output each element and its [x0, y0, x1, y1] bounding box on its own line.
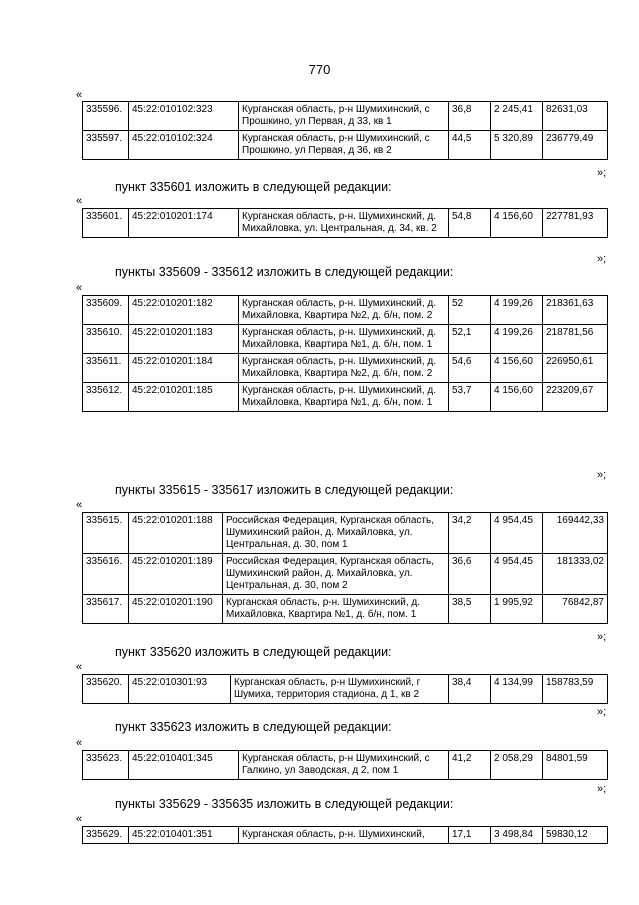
- cell-area: 34,2: [449, 513, 491, 554]
- cell-area: 52: [449, 296, 491, 325]
- cell-price: 3 498,84: [491, 827, 543, 844]
- table-row: [83, 209, 608, 238]
- cell-value: 82631,03: [543, 102, 608, 131]
- cell-value: 84801,59: [543, 751, 608, 780]
- cell-area: 54,6: [449, 354, 491, 383]
- cell-cadastral: 45:22:010201:188: [129, 513, 223, 554]
- table-section-1: [82, 101, 608, 160]
- cell-value: 227781,93: [543, 209, 608, 238]
- amendment-intro: пункты 335615 - 335617 изложить в следующей редакции:: [115, 483, 454, 497]
- cell-value: 218781,56: [543, 325, 608, 354]
- table-section-5: [82, 674, 608, 704]
- cell-num: 335597.: [83, 131, 129, 160]
- close-quote: »;: [597, 783, 607, 795]
- cell-cadastral: 45:22:010201:190: [129, 595, 223, 624]
- cell-price: 4 954,45: [491, 513, 543, 554]
- amendment-intro: пункт 335601 изложить в следующей редакции:: [115, 180, 392, 194]
- cell-num: 335596.: [83, 102, 129, 131]
- cell-price: 4 199,26: [491, 325, 543, 354]
- table-row: [83, 675, 608, 704]
- open-quote: «: [76, 89, 83, 101]
- table-row: [83, 383, 608, 412]
- cell-price: 5 320,89: [491, 131, 543, 160]
- cell-num: 335601.: [83, 209, 129, 238]
- cell-num: 335629.: [83, 827, 129, 844]
- close-quote: »;: [597, 706, 607, 718]
- cell-cadastral: 45:22:010201:184: [129, 354, 239, 383]
- cell-price: 4 134,99: [491, 675, 543, 704]
- cell-price: 4 954,45: [491, 554, 543, 595]
- cell-address: Курганская область, р-н. Шумихинский,: [239, 827, 449, 844]
- cell-cadastral: 45:22:010102:324: [129, 131, 239, 160]
- amendment-intro: пункт 335623 изложить в следующей редакции:: [115, 720, 392, 734]
- cell-num: 335611.: [83, 354, 129, 383]
- cell-value: 59830,12: [543, 827, 608, 844]
- table-row: [83, 325, 608, 354]
- close-quote: »;: [597, 167, 607, 179]
- cell-address: Курганская область, р-н Шумихинский, с Прошкино, ул Первая, д 33, кв 1: [239, 102, 449, 131]
- cell-address: Курганская область, р-н Шумихинский, с Галкино, ул Заводская, д 2, пом 1: [239, 751, 449, 780]
- cell-value: 226950,61: [543, 354, 608, 383]
- cell-cadastral: 45:22:010201:185: [129, 383, 239, 412]
- cell-value: 236779,49: [543, 131, 608, 160]
- table-row: [83, 354, 608, 383]
- cell-price: 4 199,26: [491, 296, 543, 325]
- cell-cadastral: 45:22:010301:93: [129, 675, 231, 704]
- cell-address: Курганская область, р-н. Шумихинский, д. Михайловка, Квартира №1, д. б/н, пом. 1: [239, 325, 449, 354]
- table-section-6: [82, 750, 608, 780]
- open-quote: «: [76, 737, 83, 749]
- cell-cadastral: 45:22:010102:323: [129, 102, 239, 131]
- cell-num: 335617.: [83, 595, 129, 624]
- cell-price: 4 156,60: [491, 383, 543, 412]
- cell-price: 2 245,41: [491, 102, 543, 131]
- cell-area: 41,2: [449, 751, 491, 780]
- cell-num: 335620.: [83, 675, 129, 704]
- cell-cadastral: 45:22:010401:345: [129, 751, 239, 780]
- cell-value: 218361,63: [543, 296, 608, 325]
- cell-address: Курганская область, р-н. Шумихинский, д. Михайловка, ул. Центральная, д. 34, кв. 2: [239, 209, 449, 238]
- cell-price: 4 156,60: [491, 209, 543, 238]
- cell-area: 52,1: [449, 325, 491, 354]
- cell-address: Российская Федерация, Курганская область, Шумихинский район, д. Михайловка, ул. Центральная, д. 30, пом 1: [223, 513, 449, 554]
- cell-area: 38,5: [449, 595, 491, 624]
- cell-area: 36,8: [449, 102, 491, 131]
- open-quote: «: [76, 813, 83, 825]
- cell-num: 335616.: [83, 554, 129, 595]
- cell-value: 158783,59: [543, 675, 608, 704]
- cell-num: 335612.: [83, 383, 129, 412]
- cell-area: 17,1: [449, 827, 491, 844]
- table-row: [83, 513, 608, 554]
- table-row: [83, 595, 608, 624]
- table-row: [83, 827, 608, 844]
- cell-address: Курганская область, р-н. Шумихинский, д. Михайловка, Квартира №2, д. б/н, пом. 2: [239, 296, 449, 325]
- cell-num: 335623.: [83, 751, 129, 780]
- open-quote: «: [76, 282, 83, 294]
- table-row: [83, 554, 608, 595]
- cell-area: 36,6: [449, 554, 491, 595]
- cell-num: 335610.: [83, 325, 129, 354]
- table-section-3: [82, 295, 608, 412]
- cell-address: Курганская область, р-н. Шумихинский, д. Михайловка, Квартира №2, д. б/н, пом. 2: [239, 354, 449, 383]
- cell-value: 169442,33: [543, 513, 608, 554]
- open-quote: «: [76, 499, 83, 511]
- open-quote: «: [76, 195, 83, 207]
- cell-cadastral: 45:22:010201:182: [129, 296, 239, 325]
- close-quote: »;: [597, 469, 607, 481]
- cell-value: 76842,87: [543, 595, 608, 624]
- table-row: [83, 751, 608, 780]
- table-section-7: [82, 826, 608, 844]
- table-row: [83, 296, 608, 325]
- cell-cadastral: 45:22:010201:189: [129, 554, 223, 595]
- page-number: 770: [308, 62, 331, 77]
- cell-cadastral: 45:22:010401:351: [129, 827, 239, 844]
- cell-value: 223209,67: [543, 383, 608, 412]
- amendment-intro: пункты 335609 - 335612 изложить в следующей редакции:: [115, 265, 454, 279]
- cell-area: 38,4: [449, 675, 491, 704]
- cell-value: 181333,02: [543, 554, 608, 595]
- close-quote: »;: [597, 631, 607, 643]
- cell-area: 53,7: [449, 383, 491, 412]
- open-quote: «: [76, 661, 83, 673]
- cell-num: 335609.: [83, 296, 129, 325]
- cell-num: 335615.: [83, 513, 129, 554]
- cell-cadastral: 45:22:010201:174: [129, 209, 239, 238]
- cell-address: Курганская область, р-н Шумихинский, с Прошкино, ул Первая, д 36, кв 2: [239, 131, 449, 160]
- cell-area: 44,5: [449, 131, 491, 160]
- close-quote: »;: [597, 253, 607, 265]
- cell-price: 4 156,60: [491, 354, 543, 383]
- table-row: [83, 102, 608, 131]
- amendment-intro: пункт 335620 изложить в следующей редакции:: [115, 645, 392, 659]
- table-section-4: [82, 512, 608, 624]
- cell-address: Курганская область, р-н Шумихинский, г Шумиха, территория стадиона, д 1, кв 2: [231, 675, 449, 704]
- cell-price: 1 995,92: [491, 595, 543, 624]
- cell-cadastral: 45:22:010201:183: [129, 325, 239, 354]
- cell-address: Курганская область, р-н. Шумихинский, д. Михайловка, Квартира №1, д. б/н, пом. 1: [223, 595, 449, 624]
- cell-price: 2 058,29: [491, 751, 543, 780]
- cell-area: 54,8: [449, 209, 491, 238]
- table-row: [83, 131, 608, 160]
- cell-address: Российская Федерация, Курганская область, Шумихинский район, д. Михайловка, ул. Центральная, д. 30, пом 2: [223, 554, 449, 595]
- amendment-intro: пункты 335629 - 335635 изложить в следующей редакции:: [115, 797, 454, 811]
- cell-address: Курганская область, р-н. Шумихинский, д. Михайловка, Квартира №1, д. б/н, пом. 1: [239, 383, 449, 412]
- table-section-2: [82, 208, 608, 238]
